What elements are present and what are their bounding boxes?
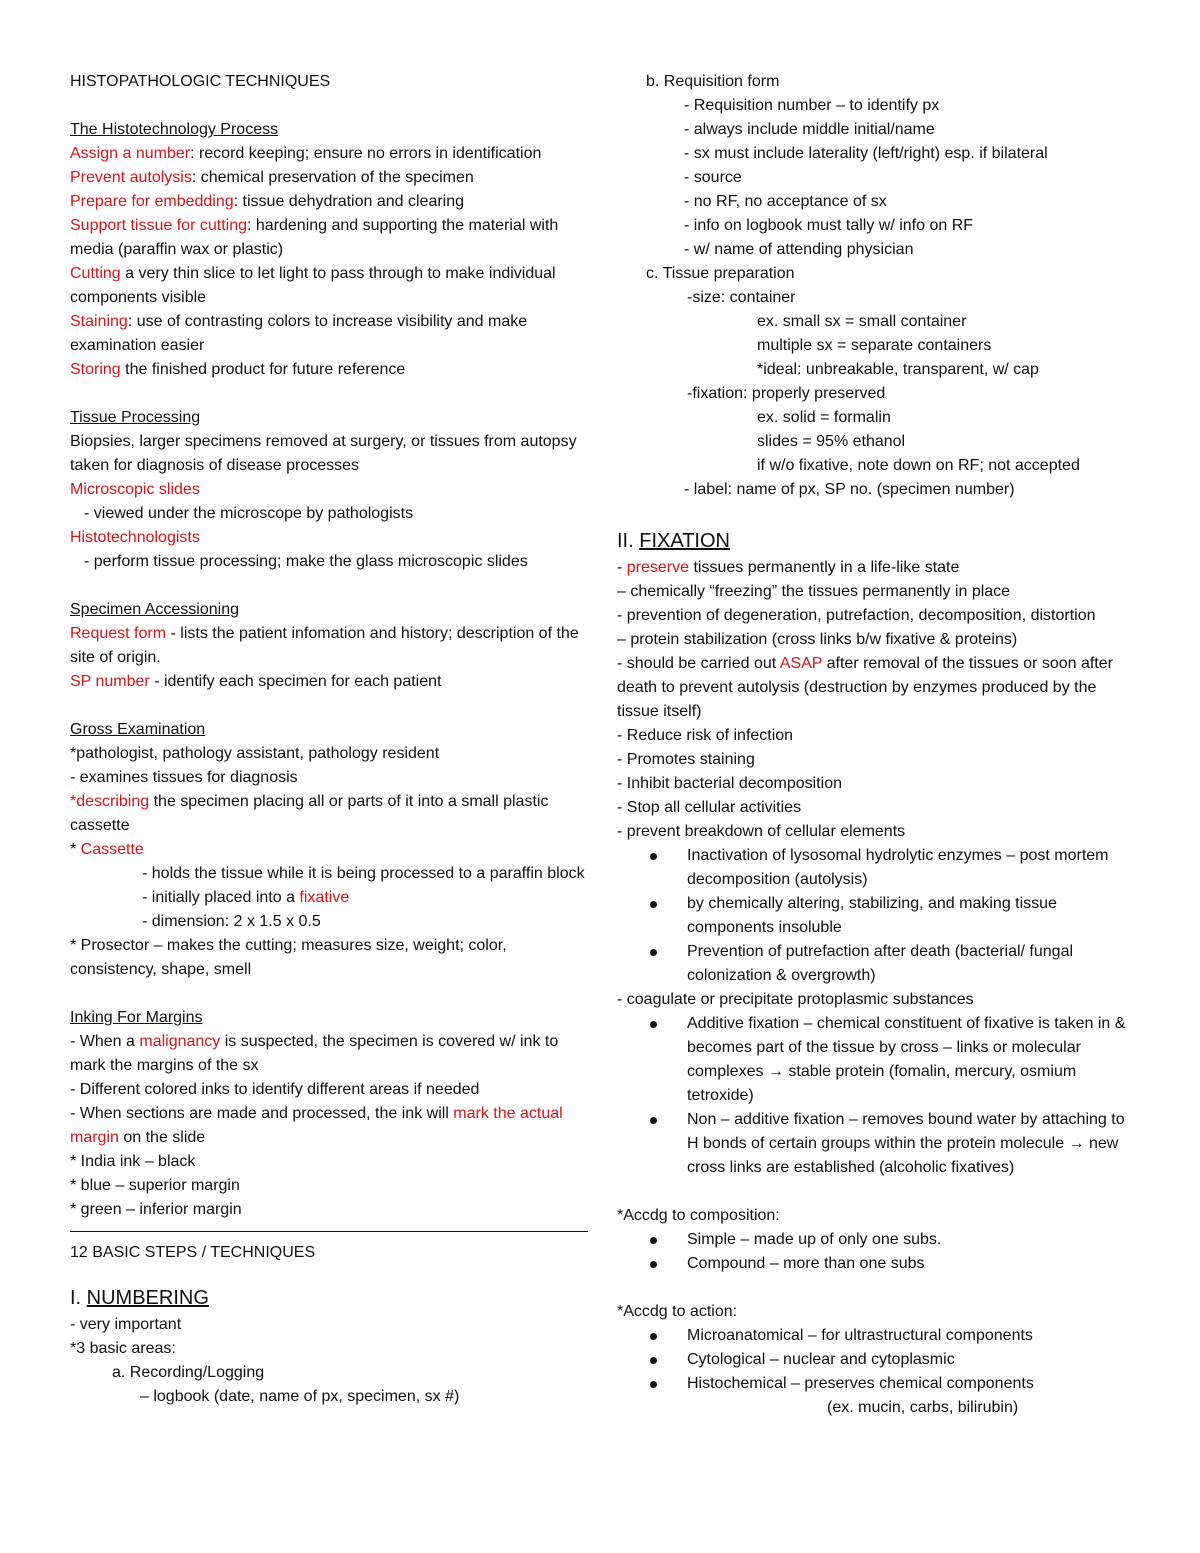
process-item: Storing the finished product for future reference	[70, 361, 406, 378]
bullet-icon	[650, 949, 657, 956]
composition-item: Simple – made up of only one subs.	[617, 1228, 1137, 1252]
process-item: Support tissue for cutting: hardening and supporting the material with media (paraffin wax or plastic)	[70, 217, 559, 258]
tissue-fixation-item: slides = 95% ethanol	[757, 433, 906, 450]
bullet-icon	[650, 1261, 657, 1268]
bullet-icon	[650, 1381, 657, 1388]
steps-heading: 12 BASIC STEPS / TECHNIQUES	[70, 1244, 316, 1261]
microscopic-slides-term: Microscopic slides	[70, 481, 200, 498]
bullet-icon	[650, 1237, 657, 1244]
bullet-icon	[650, 1021, 657, 1028]
process-item: Assign a number: record keeping; ensure no errors in identification	[70, 145, 542, 162]
inking-line: - Different colored inks to identify different areas if needed	[70, 1081, 480, 1098]
right-column	[617, 70, 1137, 1420]
requisition-item: - no RF, no acceptance of sx	[684, 193, 887, 210]
gross-line: - examines tissues for diagnosis	[70, 769, 298, 786]
action-item: Histochemical – preserves chemical components	[617, 1372, 1137, 1396]
action-example: (ex. mucin, carbs, bilirubin)	[827, 1399, 1019, 1416]
composition-item: Compound – more than one subs	[617, 1252, 1137, 1276]
prosector-line: * Prosector – makes the cutting; measures size, weight; color, consistency, shape, smell	[70, 937, 507, 978]
histotechnologists-term: Histotechnologists	[70, 529, 200, 546]
bullet-icon	[650, 1117, 657, 1124]
requisition-item: - w/ name of attending physician	[684, 241, 914, 258]
tissue-fixation-item: ex. solid = formalin	[757, 409, 891, 426]
tissue-preparation-title: c. Tissue preparation	[646, 265, 795, 282]
left-column	[70, 70, 588, 1409]
process-item: Staining: use of contrasting colors to increase visibility and make examination easier	[70, 313, 528, 354]
requisition-item: - sx must include laterality (left/right) esp. if bilateral	[684, 145, 1048, 162]
process-item: Cutting a very thin slice to let light to pass through to make individual components visible	[70, 265, 556, 306]
process-item: Prevent autolysis: chemical preservation of the specimen	[70, 169, 474, 186]
requisition-item: - Requisition number – to identify px	[684, 97, 940, 114]
bullet-icon	[650, 1333, 657, 1340]
bullet-icon	[650, 1357, 657, 1364]
microscopic-slides-desc: - viewed under the microscope by pathologists	[84, 505, 414, 522]
requisition-item: - info on logbook must tally w/ info on RF	[684, 217, 974, 234]
action-item: Microanatomical – for ultrastructural components	[617, 1324, 1137, 1348]
tissue-size-item: ex. small sx = small container	[757, 313, 967, 330]
accessioning-heading: Specimen Accessioning	[70, 601, 239, 618]
fixation-bullet: Non – additive fixation – removes bound water by attaching to H bonds of certain groups within the protein molecule → new cross links are established (alcoholic fixatives)	[617, 1108, 1137, 1180]
document-title: HISTOPATHOLOGIC TECHNIQUES	[70, 73, 331, 90]
requisition-item: - source	[684, 169, 742, 186]
requisition-item: - always include middle initial/name	[684, 121, 935, 138]
tissue-fixation-item: if w/o fixative, note down on RF; not accepted	[757, 457, 1080, 474]
cassette-detail: - holds the tissue while it is being processed to a paraffin block	[142, 865, 585, 882]
gross-heading: Gross Examination	[70, 721, 206, 738]
numbering-heading: I. NUMBERING	[70, 1287, 209, 1309]
bullet-icon	[650, 901, 657, 908]
inking-line: * green – inferior margin	[70, 1201, 242, 1218]
fixation-bullet: by chemically altering, stabilizing, and making tissue components insoluble	[617, 892, 1137, 940]
process-heading: The Histotechnology Process	[70, 121, 279, 138]
fixation-line: – chemically “freezing” the tissues permanently in place	[617, 583, 1011, 600]
inking-heading: Inking For Margins	[70, 1009, 203, 1026]
inking-line: - When a malignancy is suspected, the specimen is covered w/ ink to mark the margins of the sx	[70, 1033, 559, 1074]
bullet-icon	[650, 853, 657, 860]
fixation-line: - Promotes staining	[617, 751, 755, 768]
process-list	[70, 142, 588, 382]
sp-number-line: SP number - identify each specimen for each patient	[70, 673, 442, 690]
tissue-fixation-line: -fixation: properly preserved	[687, 385, 886, 402]
fixation-line: - preserve tissues permanently in a life-like state	[617, 559, 960, 576]
tissue-size-item: multiple sx = separate containers	[757, 337, 992, 354]
describing-line: *describing the specimen placing all or parts of it into a small plastic cassette	[70, 793, 549, 834]
action-title: *Accdg to action:	[617, 1303, 738, 1320]
section-divider	[70, 1231, 588, 1232]
fixation-bullet: Additive fixation – chemical constituent of fixative is taken in & becomes part of the tissue by cross – links or molecular complexes → stable protein (fomalin, mercury, osmium tetroxide)	[617, 1012, 1137, 1108]
tissue-size-item: *ideal: unbreakable, transparent, w/ cap	[757, 361, 1039, 378]
numbering-line: - very important	[70, 1316, 182, 1333]
fixation-line: - Reduce risk of infection	[617, 727, 794, 744]
cassette-line: * Cassette	[70, 841, 144, 858]
inking-line: - When sections are made and processed, the ink will mark the actual margin on the slide	[70, 1105, 563, 1146]
fixation-line: - should be carried out ASAP after removal of the tissues or soon after death to prevent autolysis (destruction by enzymes produced by the tissue itself)	[617, 655, 1113, 720]
requisition-form-title: b. Requisition form	[646, 73, 780, 90]
fixation-heading: II. FIXATION	[617, 530, 730, 552]
fixation-line: – protein stabilization (cross links b/w fixative & proteins)	[617, 631, 1018, 648]
cassette-detail: - dimension: 2 x 1.5 x 0.5	[142, 913, 321, 930]
inking-line: * blue – superior margin	[70, 1177, 240, 1194]
tissue-processing-intro: Biopsies, larger specimens removed at surgery, or tissues from autopsy taken for diagnosis of disease processes	[70, 433, 577, 474]
action-item: Cytological – nuclear and cytoplasmic	[617, 1348, 1137, 1372]
tissue-label-line: - label: name of px, SP no. (specimen number)	[684, 481, 1015, 498]
fixation-bullet: Inactivation of lysosomal hydrolytic enzymes – post mortem decomposition (autolysis)	[617, 844, 1137, 892]
fixation-line: - Inhibit bacterial decomposition	[617, 775, 843, 792]
histotechnologists-desc: - perform tissue processing; make the glass microscopic slides	[84, 553, 528, 570]
numbering-line: *3 basic areas:	[70, 1340, 176, 1357]
recording-logging: a. Recording/Logging	[112, 1364, 265, 1381]
request-form-line: Request form - lists the patient infomation and history; description of the site of origin.	[70, 625, 579, 666]
inking-line: * India ink – black	[70, 1153, 196, 1170]
gross-line: *pathologist, pathology assistant, pathology resident	[70, 745, 440, 762]
fixation-line: - coagulate or precipitate protoplasmic substances	[617, 991, 974, 1008]
tissue-processing-heading: Tissue Processing	[70, 409, 201, 426]
logbook-line: – logbook (date, name of px, specimen, sx #)	[140, 1388, 460, 1405]
tissue-size-line: -size: container	[687, 289, 796, 306]
fixation-line: - Stop all cellular activities	[617, 799, 802, 816]
fixation-bullet: Prevention of putrefaction after death (bacterial/ fungal colonization & overgrowth)	[617, 940, 1137, 988]
process-item: Prepare for embedding: tissue dehydration and clearing	[70, 193, 465, 210]
fixation-line: - prevention of degeneration, putrefaction, decomposition, distortion	[617, 607, 1096, 624]
cassette-detail: - initially placed into a fixative	[142, 889, 350, 906]
composition-title: *Accdg to composition:	[617, 1207, 780, 1224]
fixation-line: - prevent breakdown of cellular elements	[617, 823, 906, 840]
